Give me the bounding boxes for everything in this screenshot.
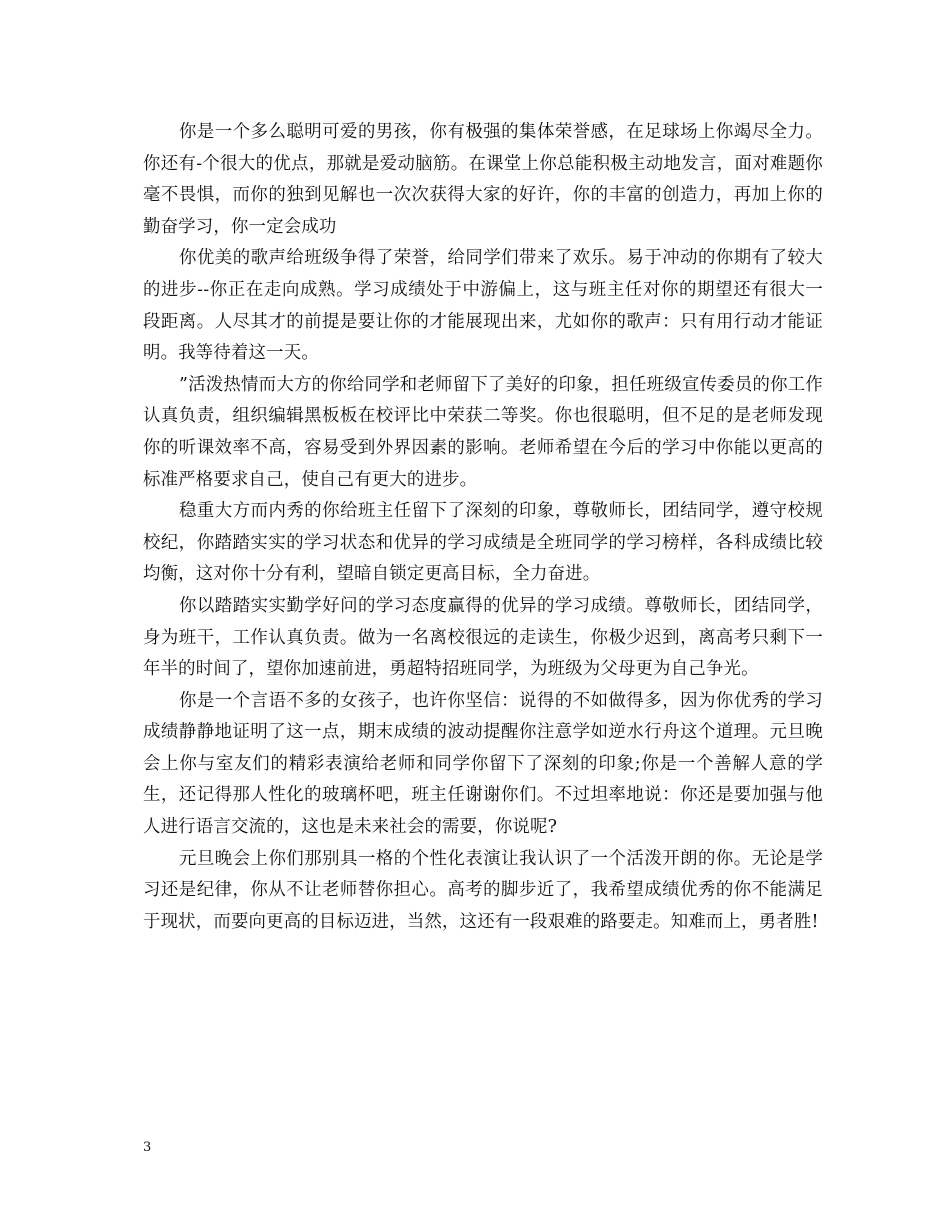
paragraph-4: 稳重大方而内秀的你给班主任留下了深刻的印象，尊敬师长，团结同学，遵守校规校纪，你踏踏实实的学习状态和优异的学习成绩是全班同学的学习榜样，各科成绩比较均衡，这对你十分有利，望暗自锁定更高目标，全力奋进。 [143, 501, 823, 585]
paragraph-5: 你以踏踏实实勤学好问的学习态度赢得的优异的学习成绩。尊敬师长，团结同学，身为班干，工作认真负责。做为一名离校很远的走读生，你极少迟到，离高考只剩下一年半的时间了，望你加速前进，勇超特招班同学，为班级为父母更为自己争光。 [143, 595, 823, 680]
paragraph-3: ”活泼热情而大方的你给同学和老师留下了美好的印象，担任班级宣传委员的你工作认真负责，组织编辑黑板板在校评比中荣获二等奖。你也很聪明，但不足的是老师发现你的听课效率不高，容易受到外界因素的影响。老师希望在今后的学习中你能以更高的标准严格要求自己，使自己有更大的进步。 [143, 374, 823, 490]
page-number: 3 [143, 1140, 152, 1155]
paragraph-2: 你优美的歌声给班级争得了荣誉，给同学们带来了欢乐。易于冲动的你期有了较大的进步--你正在走向成熟。学习成绩处于中游偏上，这与班主任对你的期望还有很大一段距离。人尽其才的前提是要让你的才能展现出来，尤如你的歌声：只有用行动才能证明。我等待着这一天。 [143, 248, 823, 364]
paragraph-6: 你是一个言语不多的女孩子，也许你坚信：说得的不如做得多，因为你优秀的学习成绩静静地证明了这一点，期末成绩的波动提醒你注意学如逆水行舟这个道理。元旦晚会上你与室友们的精彩表演给老师和同学你留下了深刻的印象;你是一个善解人意的学生，还记得那人性化的玻璃杯吧，班主任谢谢你们。不过坦率地说：你还是要加强与他人进行语言交流的，这也是未来社会的需要，你说呢? [143, 690, 823, 838]
document-body [143, 117, 823, 938]
paragraph-1: 你是一个多么聪明可爱的男孩，你有极强的集体荣誉感，在足球场上你竭尽全力。你还有-个很大的优点，那就是爱动脑筋。在课堂上你总能积极主动地发言，面对难题你毫不畏惧，而你的独到见解也一次次获得大家的好许，你的丰富的创造力，再加上你的勤奋学习，你一定会成功 [143, 122, 823, 237]
paragraph-7: 元旦晚会上你们那别具一格的个性化表演让我认识了一个活泼开朗的你。无论是学习还是纪律，你从不让老师替你担心。高考的脚步近了，我希望成绩优秀的你不能满足于现状，而要向更高的目标迈进，当然，这还有一段艰难的路要走。知难而上，勇者胜! [143, 848, 823, 932]
